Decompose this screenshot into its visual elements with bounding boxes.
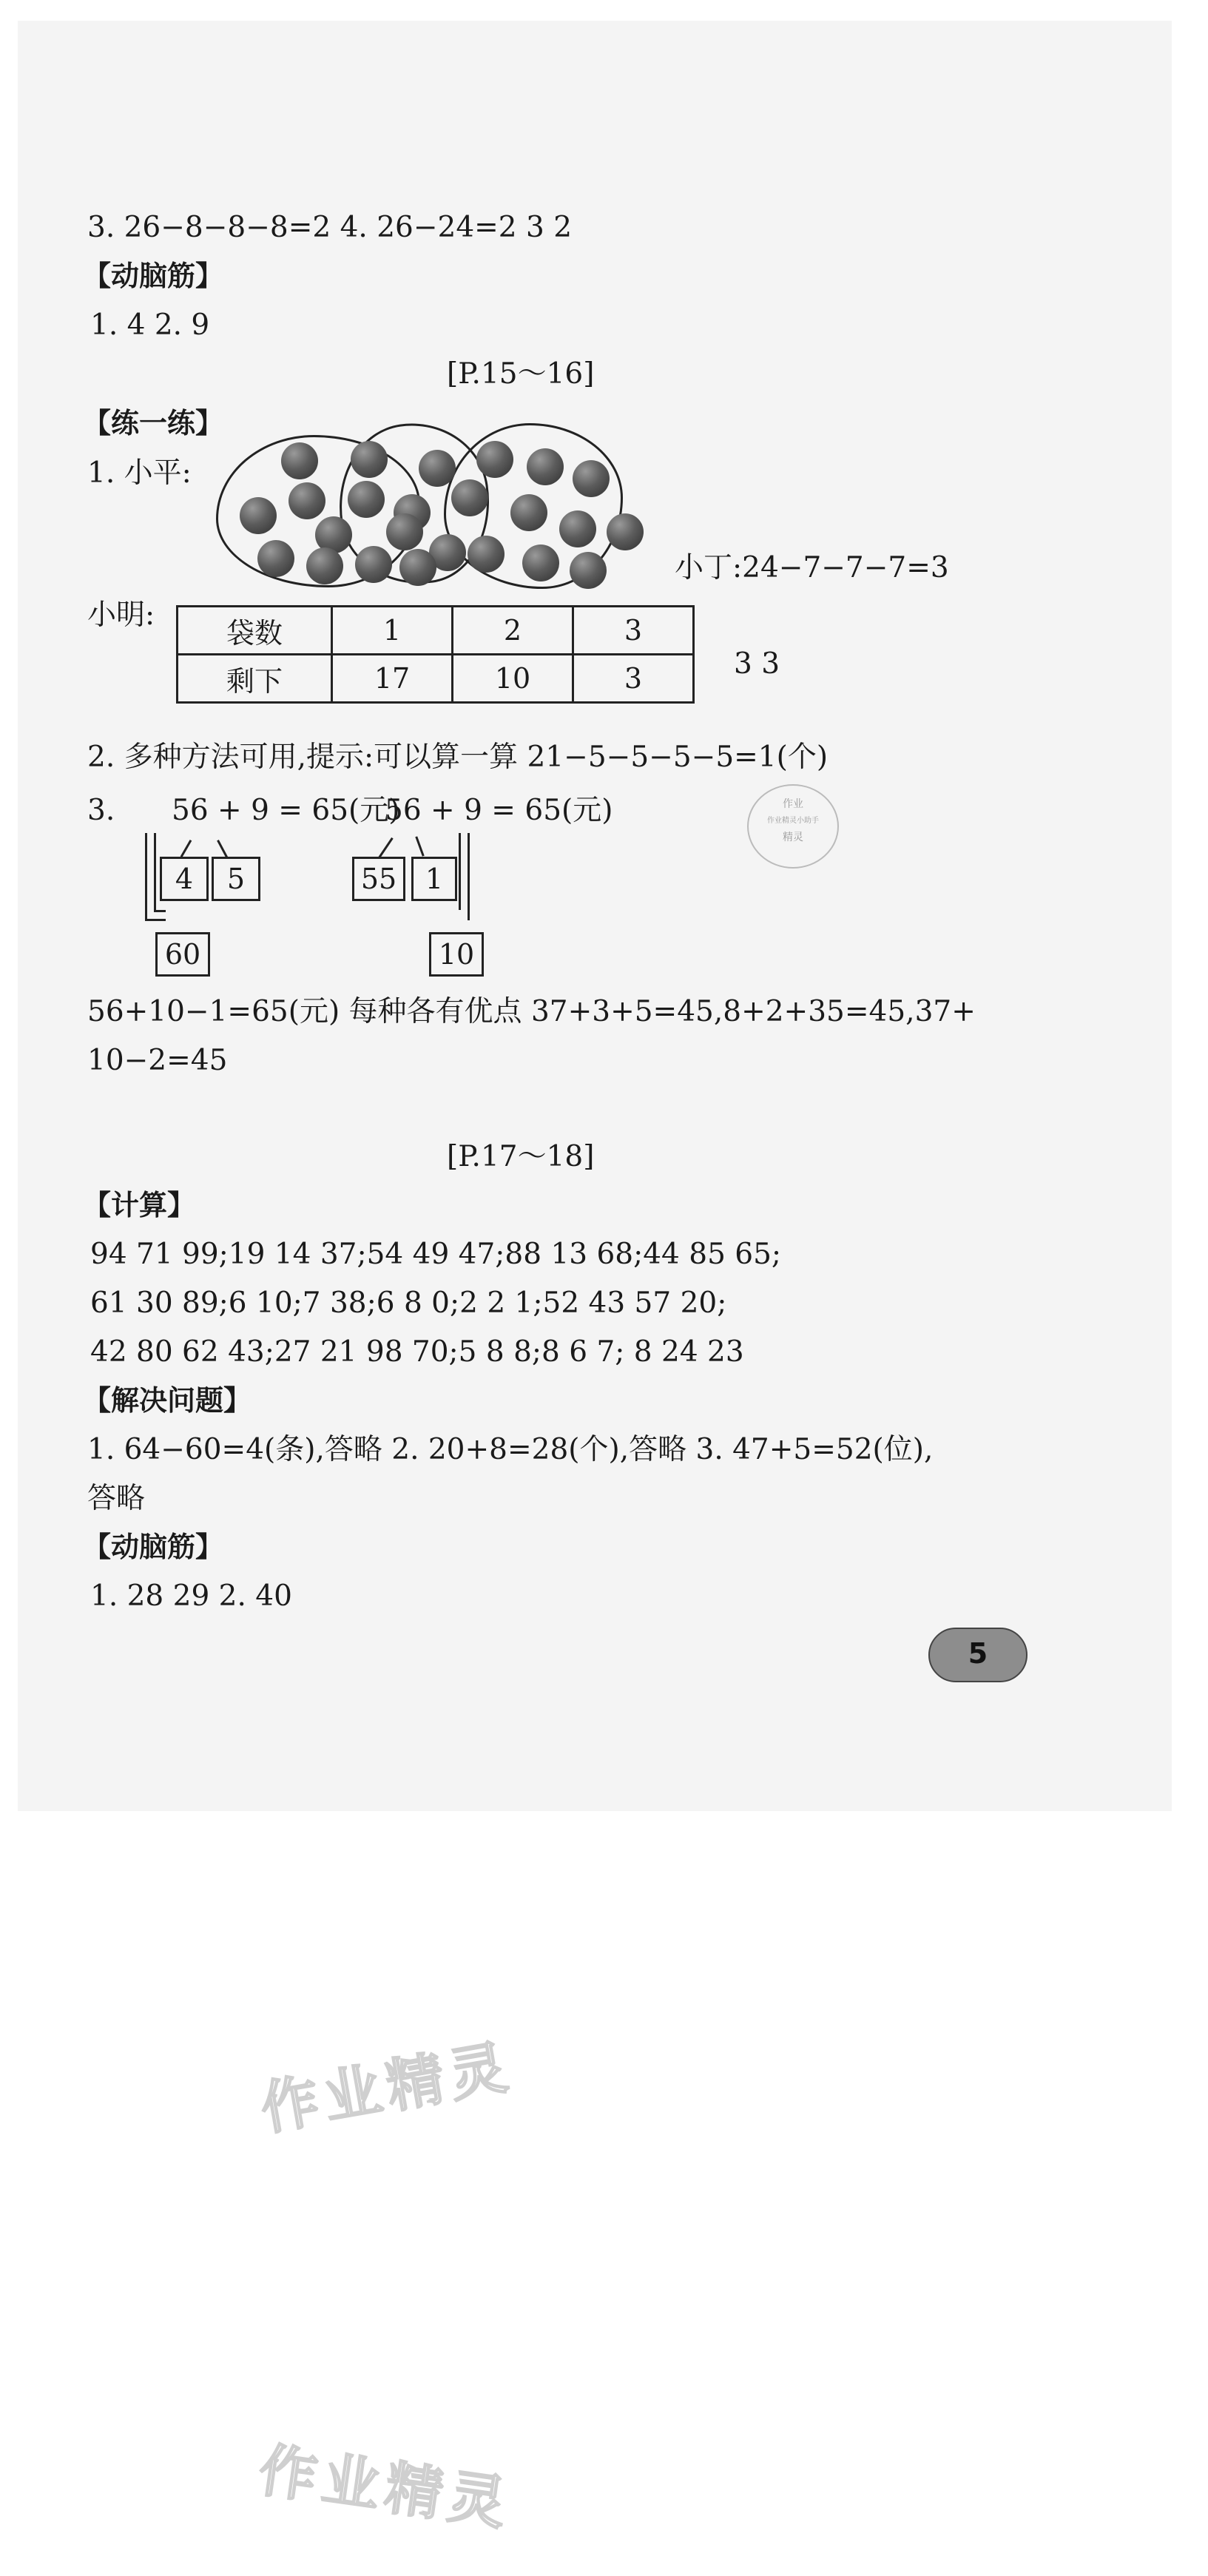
ball [527, 448, 564, 485]
table-cell: 1 [332, 607, 453, 655]
table-cell: 剩下 [178, 655, 332, 703]
ball [570, 552, 607, 589]
diagram-line [145, 919, 166, 921]
heading-brain-teaser-2: 【动脑筋】 [83, 1531, 224, 1563]
ball [240, 497, 277, 534]
split-box: 5 [212, 857, 260, 901]
sum-box: 60 [155, 932, 210, 977]
equation-method-1: 56 + 9 = 65(元) [172, 794, 400, 827]
calc-line-2: 61 30 89;6 10;7 38;6 8 0;2 2 1;52 43 57 20; [90, 1287, 727, 1320]
helper-stamp-logo [747, 784, 839, 869]
ball [607, 513, 644, 550]
sum-box: 10 [429, 932, 484, 977]
page-number-cloud: 5 [928, 1628, 1028, 1682]
xiaoding-answer: 小丁:24−7−7−7=3 [675, 551, 949, 584]
ball [522, 544, 559, 581]
diagram-line [468, 833, 470, 920]
table-cell: 2 [453, 607, 573, 655]
ball [476, 441, 513, 478]
diagram-line [145, 833, 147, 920]
ball [306, 547, 343, 584]
equation-method-2: 56 + 9 = 65(元) [385, 794, 613, 827]
calc-line-3: 42 80 62 43;27 21 98 70;5 8 8;8 6 7; 8 24 23 [90, 1335, 744, 1369]
heading-calculation: 【计算】 [83, 1189, 196, 1221]
answer-line-2: 1. 4 2. 9 [90, 308, 210, 342]
ball [288, 482, 325, 519]
stamp-text: 精灵 [783, 832, 803, 843]
table-cell: 袋数 [178, 607, 332, 655]
xiaoming-label: 小明: [87, 599, 155, 632]
table-row-header [178, 607, 694, 655]
answer-line-1: 3. 26−8−8−8=2 4. 26−24=2 3 2 [87, 211, 573, 244]
watermark-logo: 作业精灵 [256, 2033, 519, 2144]
heading-brain-teaser-1: 【动脑筋】 [83, 260, 224, 292]
table-cell: 17 [332, 655, 453, 703]
solve-line-2: 答略 [87, 1482, 146, 1515]
heading-practice: 【练一练】 [83, 407, 224, 439]
ball [419, 450, 456, 487]
question-1-label: 1. 小平: [87, 456, 192, 490]
answer-line-last: 1. 28 29 2. 40 [90, 1579, 292, 1613]
section-p15-16: [P.15～16] [447, 357, 595, 391]
ball [351, 441, 388, 478]
diagram-line [459, 833, 461, 910]
ball [355, 546, 392, 583]
table-side-answer: 3 3 [734, 647, 780, 681]
ball [386, 513, 423, 550]
section-p17-18: [P.17～18] [447, 1140, 595, 1173]
table-cell: 3 [573, 607, 694, 655]
question-2: 2. 多种方法可用,提示:可以算一算 21−5−5−5−5=1(个) [87, 741, 829, 774]
heading-solve-problems: 【解决问题】 [83, 1384, 252, 1417]
diagram-line [154, 910, 166, 912]
ball [559, 510, 596, 547]
bags-table [176, 605, 695, 704]
method-line-2: 10−2=45 [87, 1044, 228, 1077]
ball [348, 481, 385, 518]
ball [281, 442, 318, 479]
table-cell: 10 [453, 655, 573, 703]
table-row-remaining [178, 655, 694, 703]
table-cell: 3 [573, 655, 694, 703]
ball [510, 494, 547, 531]
question-3-label: 3. [87, 794, 115, 827]
split-box: 55 [352, 857, 405, 901]
diagram-line [154, 833, 156, 911]
ball [573, 460, 610, 497]
calc-line-1: 94 71 99;19 14 37;54 49 47;88 13 68;44 85 65; [90, 1238, 782, 1271]
ball [468, 536, 505, 573]
watermark-logo: 作业精灵 [254, 2437, 516, 2539]
split-box: 4 [160, 857, 209, 901]
stamp-text: 作业精灵小助手 [767, 817, 819, 825]
split-box: 1 [411, 857, 457, 901]
solve-line-1: 1. 64−60=4(条),答略 2. 20+8=28(个),答略 3. 47+5=52(位), [87, 1433, 934, 1466]
stamp-text: 作业 [783, 798, 803, 810]
ball [399, 549, 436, 586]
method-line-1: 56+10−1=65(元) 每种各有优点 37+3+5=45,8+2+35=45,37+ [87, 995, 976, 1028]
ball [257, 540, 294, 577]
ball [451, 479, 488, 516]
